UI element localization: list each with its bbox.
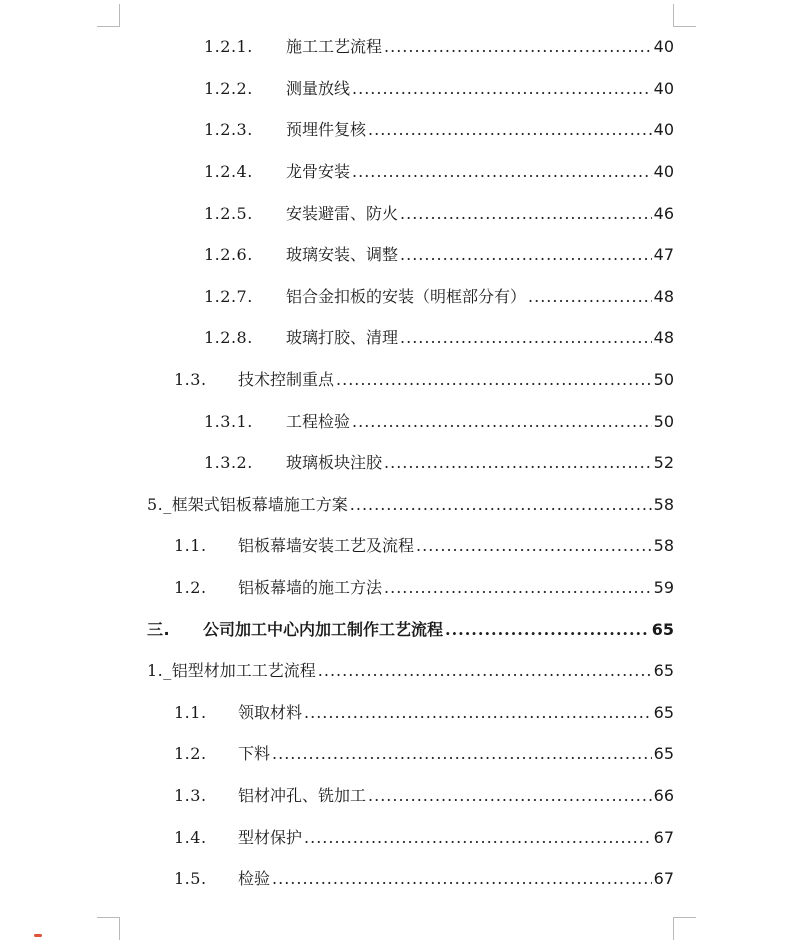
toc-entry-number: 1.2.6. [204,245,253,264]
toc-entry-number: 1.2. [174,744,207,763]
toc-entry-page-number: 65 [653,703,674,722]
toc-entry-page-number: 67 [653,828,674,847]
toc-entry-number: 1.4. [174,828,207,847]
toc-dot-leader [445,618,650,642]
toc-entry-title: 框架式铝板幕墙施工方案 [171,495,348,514]
toc-entry[interactable] [174,576,674,600]
toc-entry-number: 1.3. [174,786,207,805]
toc-entry-title: 工程检验 [286,412,351,431]
toc-entry-title: 技术控制重点 [238,370,335,389]
toc-entry[interactable] [204,451,674,475]
toc-entry[interactable] [174,701,674,725]
toc-entry-title: 铝材冲孔、铣加工 [238,786,367,805]
toc-entry-title: 型材保护 [238,828,303,847]
toc-entry[interactable] [204,77,674,101]
toc-entry-title: 测量放线 [286,79,351,98]
toc-entry[interactable] [174,534,674,558]
toc-entry-page-number: 65 [653,744,674,763]
toc-dot-leader [304,701,652,725]
toc-dot-leader [416,534,652,558]
toc-entry-number: 1.3. [174,370,207,389]
toc-entry-number: 1.2.4. [204,162,253,181]
toc-dot-leader [350,493,652,517]
toc-dot-leader [400,326,652,350]
toc-entry-title: 检验 [238,869,271,888]
toc-entry-page-number: 40 [653,79,674,98]
toc-entry[interactable] [174,368,674,392]
toc-entry-title: 铝板幕墙安装工艺及流程 [238,536,415,555]
toc-entry-page-number: 40 [653,162,674,181]
toc-entry-page-number: 58 [653,495,674,514]
toc-entry-title: 施工工艺流程 [286,37,383,56]
toc-dot-leader [352,77,652,101]
toc-entry[interactable] [174,784,674,808]
toc-entry[interactable] [204,410,674,434]
toc-dot-leader [400,243,652,267]
toc-entry-title: 公司加工中心内加工制作工艺流程 [203,620,444,639]
toc-entry-number: 1.5. [174,869,207,888]
toc-entry-number: 1.2.7. [204,287,253,306]
toc-dot-leader [272,867,652,891]
toc-entry[interactable] [204,326,674,350]
toc-entry-page-number: 59 [653,578,674,597]
toc-entry-title: 预埋件复核 [286,120,367,139]
toc-entry-page-number: 66 [653,786,674,805]
toc-entry-number: 1.1. [174,703,207,722]
toc-entry-number: 1.2.3. [204,120,253,139]
toc-dot-leader [368,784,652,808]
toc-entry-number: 1.2.2. [204,79,253,98]
toc-entry[interactable] [147,618,674,642]
toc-entry[interactable] [204,243,674,267]
toc-entry-title: 安装避雷、防火 [286,204,399,223]
toc-entry[interactable] [174,742,674,766]
toc-dot-leader [318,659,652,683]
toc-dot-leader [400,202,652,226]
toc-dot-leader [304,826,652,850]
toc-entry-number: 1.1. [174,536,207,555]
toc-dot-leader [272,742,652,766]
toc-entry-number: 三. [147,620,171,639]
toc-entry-page-number: 52 [653,453,674,472]
toc-entry-number: 1.3.2. [204,453,253,472]
toc-dot-leader [352,160,652,184]
toc-dot-leader [384,451,652,475]
toc-entry-number: 1.2.8. [204,328,253,347]
toc-entry[interactable] [147,659,674,683]
toc-entry-page-number: 47 [653,245,674,264]
toc-entry-number: 1.3.1. [204,412,253,431]
toc-entry-title: 玻璃打胶、清理 [286,328,399,347]
toc-entry-page-number: 58 [653,536,674,555]
toc-entry[interactable] [204,202,674,226]
toc-entry-page-number: 67 [653,869,674,888]
toc-dot-leader [336,368,652,392]
toc-entry-page-number: 65 [653,661,674,680]
toc-entry-title: 铝合金扣板的安装（明框部分有） [286,287,527,306]
toc-entry-page-number: 50 [653,412,674,431]
toc-entry[interactable] [174,826,674,850]
toc-entry[interactable] [204,35,674,59]
toc-entry-number: 5._ [147,495,172,514]
toc-entry[interactable] [204,118,674,142]
toc-entry-title: 玻璃安装、调整 [286,245,399,264]
toc-entry-page-number: 40 [653,37,674,56]
toc-entry[interactable] [174,867,674,891]
toc-entry-number: 1._ [147,661,172,680]
toc-entry-title: 领取材料 [238,703,303,722]
toc-entry-number: 1.2. [174,578,207,597]
toc-entry[interactable] [204,285,674,309]
toc-dot-leader [384,35,652,59]
toc-entry-title: 下料 [238,744,271,763]
toc-entry-page-number: 65 [651,620,674,639]
toc-entry[interactable] [147,493,674,517]
toc-entry-number: 1.2.1. [204,37,253,56]
toc-entry-title: 龙骨安装 [286,162,351,181]
toc-entry-page-number: 46 [653,204,674,223]
toc-entry-page-number: 40 [653,120,674,139]
toc-entry-page-number: 48 [653,328,674,347]
toc-dot-leader [384,576,652,600]
toc-entry-title: 铝板幕墙的施工方法 [238,578,383,597]
toc-entry-page-number: 50 [653,370,674,389]
toc-entry-title: 玻璃板块注胶 [286,453,383,472]
toc-entry-page-number: 48 [653,287,674,306]
toc-dot-leader [352,410,652,434]
toc-dot-leader [528,285,652,309]
toc-entry-title: 铝型材加工工艺流程 [171,661,316,680]
toc-dot-leader [368,118,652,142]
toc-entry-number: 1.2.5. [204,204,253,223]
toc-entry[interactable] [204,160,674,184]
